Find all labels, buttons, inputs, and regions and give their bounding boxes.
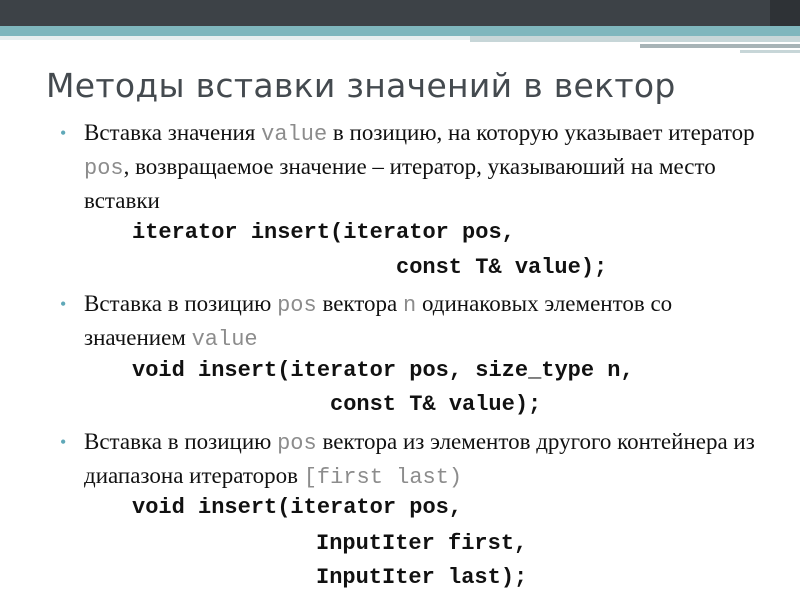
bullet-text-run: вектора (316, 291, 403, 316)
inline-code: pos (277, 293, 317, 318)
inline-code: [first last) (303, 465, 463, 490)
header-bar-dark (0, 0, 800, 26)
header-bar-accent (770, 0, 800, 26)
header-bar-white-gap (0, 36, 470, 40)
bullet-text-run: Вставка в позицию (84, 429, 278, 454)
bullet-text-run: вектора из элементов другого контейнера из диапазона итераторов (84, 429, 755, 488)
code-line: void insert(iterator pos, (132, 495, 463, 520)
code-line: InputIter last); (316, 565, 528, 590)
bullet-dot-icon: • (60, 432, 67, 452)
bullet-text-run: в позицию, на которую указывает итератор (327, 120, 755, 145)
code-line: const T& value); (396, 255, 608, 280)
code-line: void insert(iterator pos, size_type n, (132, 358, 634, 383)
header-decoration (0, 0, 800, 60)
slide-title: Методы вставки значений в вектор (46, 66, 676, 105)
header-bar-thin (740, 50, 800, 53)
header-bar-gray (640, 44, 800, 48)
bullet-dot-icon: • (60, 123, 67, 143)
header-bar-teal (0, 26, 800, 36)
bullet-text (84, 117, 774, 217)
code-line: iterator insert(iterator pos, (132, 220, 515, 245)
inline-code: n (402, 293, 417, 318)
inline-code: pos (84, 156, 124, 181)
code-line: const T& value); (330, 392, 542, 417)
inline-code: pos (277, 431, 317, 456)
bullet-text (84, 426, 774, 494)
inline-code: value (261, 122, 328, 147)
inline-code: value (191, 327, 258, 352)
bullet-text (84, 288, 774, 356)
bullet-text-run: Вставка значения (84, 120, 262, 145)
code-line: InputIter first, (316, 531, 528, 556)
bullet-dot-icon: • (60, 294, 67, 314)
bullet-text-run: Вставка в позицию (84, 291, 278, 316)
bullet-text-run: одинаковых элементов со значением (84, 291, 673, 350)
header-bar-light (470, 36, 800, 42)
bullet-text-run: , возвращаемое значение – итератор, указываюший на место вставки (84, 154, 716, 213)
